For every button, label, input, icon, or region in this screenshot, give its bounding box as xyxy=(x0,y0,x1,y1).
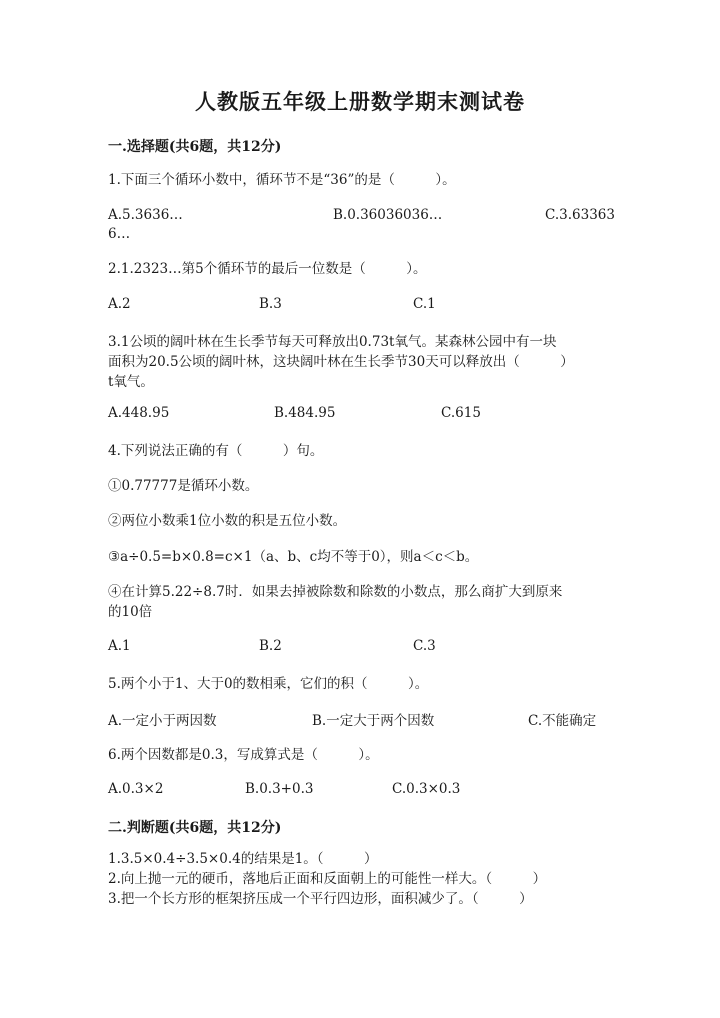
question-2-option-b: B.3 xyxy=(259,296,282,312)
question-4-statement-3: ③a÷0.5=b×0.8=c×1（a、b、c均不等于0），则a＜c＜b。 xyxy=(108,549,479,565)
question-3-option-c: C.615 xyxy=(441,405,481,421)
question-3-option-a: A.448.95 xyxy=(108,405,170,421)
section-heading-choice: 一.选择题(共6题，共12分) xyxy=(108,139,282,155)
question-4-statement-4-line-1: ④在计算5.22÷8.7时．如果去掉被除数和除数的小数点，那么商扩大到原来 xyxy=(108,584,563,600)
question-5-option-c: C.不能确定 xyxy=(528,713,597,729)
question-6-option-a: A.0.3×2 xyxy=(108,781,164,797)
question-4-statement-2: ②两位小数乘1位小数的积是五位小数。 xyxy=(108,513,347,529)
question-3-option-b: B.484.95 xyxy=(274,405,336,421)
question-4-stem: 4.下列说法正确的有（ ）句。 xyxy=(108,443,324,459)
question-1-option-c-wrap: 6… xyxy=(108,226,131,242)
question-4-option-b: B.2 xyxy=(259,638,282,654)
judgement-item-1: 1.3.5×0.4÷3.5×0.4的结果是1。（ ） xyxy=(108,851,378,867)
judgement-item-3: 3.把一个长方形的框架挤压成一个平行四边形，面积减少了。（ ） xyxy=(108,891,533,907)
question-3-stem-line-1: 3.1公顷的阔叶林在生长季节每天可释放出0.73t氧气。某森林公园中有一块 xyxy=(108,334,557,350)
question-2-option-a: A.2 xyxy=(108,296,131,312)
question-4-statement-1: ①0.77777是循环小数。 xyxy=(108,478,259,494)
question-5-option-b: B.一定大于两个因数 xyxy=(312,713,435,729)
question-5-stem: 5.两个小于1、大于0的数相乘，它们的积（ ）。 xyxy=(108,676,429,692)
question-3-stem-line-2: 面积为20.5公顷的阔叶林，这块阔叶林在生长季节30天可以释放出（ ） xyxy=(108,354,574,370)
section-heading-judgement: 二.判断题(共6题，共12分) xyxy=(108,820,282,836)
question-2-stem: 2.1.2323…第5个循环节的最后一位数是（ ）。 xyxy=(108,261,427,277)
question-3-stem-line-3: t氧气。 xyxy=(108,374,154,390)
question-4-option-c: C.3 xyxy=(413,638,436,654)
question-6-option-c: C.0.3×0.3 xyxy=(392,781,461,797)
question-1-option-b: B.0.36036036… xyxy=(333,207,443,223)
question-1-stem: 1.下面三个循环小数中，循环节不是“36”的是（ ）。 xyxy=(108,172,456,188)
question-1-option-c: C.3.63363 xyxy=(545,207,615,223)
question-5-option-a: A.一定小于两因数 xyxy=(108,713,217,729)
question-2-option-c: C.1 xyxy=(413,296,436,312)
question-4-option-a: A.1 xyxy=(108,638,131,654)
question-4-statement-4-line-2: 的10倍 xyxy=(108,604,153,620)
question-1-option-a: A.5.3636… xyxy=(108,207,183,223)
page-title: 人教版五年级上册数学期末测试卷 xyxy=(195,89,525,114)
question-6-stem: 6.两个因数都是0.3，写成算式是（ ）。 xyxy=(108,747,379,763)
judgement-item-2: 2.向上抛一元的硬币，落地后正面和反面朝上的可能性一样大。（ ） xyxy=(108,871,547,887)
question-6-option-b: B.0.3+0.3 xyxy=(245,781,314,797)
